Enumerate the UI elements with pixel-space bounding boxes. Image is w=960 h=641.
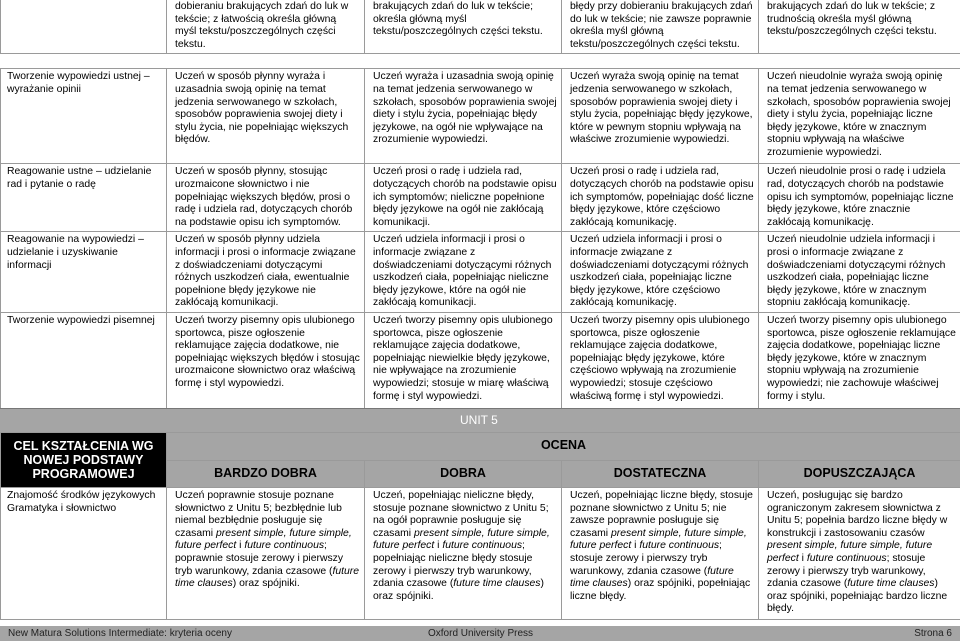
table-row [1,0,960,54]
level-dopuszczajaca: DOPUSZCZAJĄCA [759,460,960,488]
goal-header: CEL KSZTAŁCENIA WG NOWEJ PODSTAWY PROGRAMOWEJ [1,433,167,488]
cell-dobra: Uczeń prosi o radę i udziela rad, dotyczących chorób na podstawie opisu ich symptomów; nieliczne popełnione błędy językowe na ogół nie zakłócają komunikacji. [365,164,562,232]
cell-dostateczna: Uczeń tworzy pisemny opis ulubionego sportowca, pisze ogłoszenie reklamujące zajęcia dodatkowe, popełniając błędy językowe, które częściowo wpływają na zrozumienie wypowiedzi; stosuje częściowo właściwą formę i styl wypowiedzi. [562,312,759,418]
cell-bardzo-dobra: Uczeń tworzy pisemny opis ulubionego sportowca, pisze ogłoszenie reklamujące zajęcia dodatkowe, nie popełniając większych błędów i stosując urozmaicone słownictwo oraz właściwą formę i styl wypowiedzi. [167,312,365,418]
cell-dobra: Uczeń tworzy pisemny opis ulubionego sportowca, pisze ogłoszenie reklamujące zajęcia dodatkowe, popełniając niewielkie błędy językowe, nie wpływające na zrozumienie wypowiedzi; stosuje w miarę właściwą formę i styl wypowiedzi. [365,312,562,418]
cell-dopuszczajaca: Uczeń nieudolnie prosi o radę i udziela rad, dotyczących chorób na podstawie opisu ich symptomów, popełniając liczne błędy językowe, które znacznie zakłócają komunikację. [759,164,960,232]
cell-dostateczna: Uczeń prosi o radę i udziela rad, dotyczących chorób na podstawie opisu ich symptomów, popełniając dość liczne błędy językowe, które częściowo zakłócają komunikację. [562,164,759,232]
table-row [1,164,960,232]
cell-dobra: Uczeń, popełniając nieliczne błędy, stosuje poznane słownictwo z Unitu 5; na ogół poprawnie posługuje się czasami present simple, future simple, future perfect i future continuous; popełniając nieliczne błędy stosuje zerowy i pierwszy tryb warunkowy, zdania czasowe (future time clauses) oraz spójniki. [365,488,562,620]
cell-bardzo-dobra: Uczeń w sposób płynny wyraża i uzasadnia swoją opinię na temat jedzenia serwowanego w szkołach, sposobów poprawienia swojej diety i stylu życia, nie popełniając większych błędów. [167,69,365,164]
table-row [1,54,960,69]
cell-dostateczna: Uczeń udziela informacji i prosi o informacje związane z doświadczeniami dotyczącymi różnych uszkodzeń ciała, popełniając liczne błędy językowe, które częściowo zakłócają komunikację. [562,232,759,313]
table-row [1,69,960,164]
level-dobra: DOBRA [365,460,562,488]
cell-dopuszczajaca: Uczeń nieudolnie udziela informacji i prosi o informacje związane z doświadczeniami dotyczącymi różnych uszkodzeń ciała, popełniając liczne błędy językowe, które w znacznym stopniu zakłócają komunikację. [759,232,960,313]
criteria-table-bottom [0,432,960,620]
row-label: Tworzenie wypowiedzi ustnej – wyrażanie opinii [1,69,167,164]
cell-dostateczna: Uczeń wyraża swoją opinię na temat jedzenia serwowanego w szkołach, sposobów poprawienia swojej diety i stylu życia, popełniając błędy językowe, które w pewnym stopniu wpływają na właściwe zrozumienie wypowiedzi. [562,69,759,164]
cell-dobra: brakujących zdań do luk w tekście; określa główną myśl tekstu/poszczególnych części tekstu. [365,0,562,54]
row-label: Znajomość środków językowych Gramatyka i słownictwo [1,488,167,620]
row-label: Reagowanie na wypowiedzi – udzielanie i uzyskiwanie informacji [1,232,167,313]
cell-dostateczna: błędy przy dobieraniu brakujących zdań do luk w tekście; nie zawsze poprawnie określa myśl główną tekstu/poszczególnych części tekstu. [562,0,759,54]
cell-bardzo-dobra: dobieraniu brakujących zdań do luk w tekście; z łatwością określa główną myśl tekstu/poszczególnych części tekstu. [167,0,365,54]
page-footer [0,626,960,641]
cell-dobra: Uczeń udziela informacji i prosi o informacje związane z doświadczeniami dotyczącymi różnych uszkodzeń ciała, popełniając nieliczne błędy językowe, które na ogół nie zakłócają komunikacji. [365,232,562,313]
table-row [1,232,960,313]
table-header-row [1,433,960,461]
cell-dopuszczajaca: Uczeń nieudolnie wyraża swoją opinię na temat jedzenia serwowanego w szkołach, sposobów poprawienia swojej diety i stylu życia, popełniając liczne błędy językowe, które w znacznym stopniu wpływają na właściwe zrozumienie wypowiedzi. [759,69,960,164]
level-dostateczna: DOSTATECZNA [562,460,759,488]
cell-bardzo-dobra: Uczeń w sposób płynny udziela informacji i prosi o informacje związane z doświadczeniami dotyczącymi różnych uszkodzeń ciała, ewentualnie popełnione błędy językowe nie zakłócają komunikacji. [167,232,365,313]
cell-dobra: Uczeń wyraża i uzasadnia swoją opinię na temat jedzenia serwowanego w szkołach, sposobów poprawienia swojej diety i stylu życia, popełniając błędy językowe, na ogół nie wpływające na zrozumienie wypowiedzi. [365,69,562,164]
row-label: Reagowanie ustne – udzielanie rad i pytanie o radę [1,164,167,232]
cell-bardzo-dobra: Uczeń w sposób płynny, stosując urozmaicone słownictwo i nie popełniając większych błędów, prosi o radę i udziela rad, dotyczących chorób na podstawie opisu ich symptomów. [167,164,365,232]
row-label [1,0,167,54]
footer-publisher: Oxford University Press [428,628,534,639]
cell-dostateczna: Uczeń, popełniając liczne błędy, stosuje poznane słownictwo z Unitu 5; nie zawsze poprawnie posługuje się czasami present simple, future simple, future perfect i future continuous; stosuje zerowy i pierwszy tryb warunkowy, zdania czasowe (future time clauses) oraz spójniki, popełniając liczne błędy. [562,488,759,620]
table-row [1,488,960,620]
cell-dopuszczajaca: Uczeń, posługując się bardzo ograniczonym zakresem słownictwa z Unitu 5; popełnia bardzo liczne błędy w konstrukcji i zastosowaniu czasów present simple, future simple, future perfect i future continuous; stosuje zerowy i pierwszy tryb warunkowy, zdania czasowe (future time clauses) oraz spójniki, popełniając bardzo liczne błędy. [759,488,960,620]
ocena-header: OCENA [167,433,960,461]
page-number: Strona 6 [914,628,952,639]
unit-title: UNIT 5 [460,413,498,427]
table-row [1,312,960,418]
row-label: Tworzenie wypowiedzi pisemnej [1,312,167,418]
cell-dopuszczajaca: Uczeń tworzy pisemny opis ulubionego sportowca, pisze ogłoszenie reklamujące zajęcia dodatkowe, popełniając liczne błędy językowe, które w znacznym stopniu wpływają na zrozumienie wypowiedzi; nie zachowuje właściwej formy i stylu. [759,312,960,418]
cell-dopuszczajaca: brakujących zdań do luk w tekście; z trudnością określa myśl główną tekstu/poszczególnych części tekstu. [759,0,960,54]
footer-title: New Matura Solutions Intermediate: kryteria oceny [8,628,232,639]
level-bardzo-dobra: BARDZO DOBRA [167,460,365,488]
cell-bardzo-dobra: Uczeń poprawnie stosuje poznane słownictwo z Unitu 5; bezbłędnie lub niemal bezbłędnie posługuje się czasami present simple, future simple, future perfect i future continuous; poprawnie stosuje zerowy i pierwszy tryb warunkowy, zdania czasowe (future time clauses) oraz spójniki. [167,488,365,620]
